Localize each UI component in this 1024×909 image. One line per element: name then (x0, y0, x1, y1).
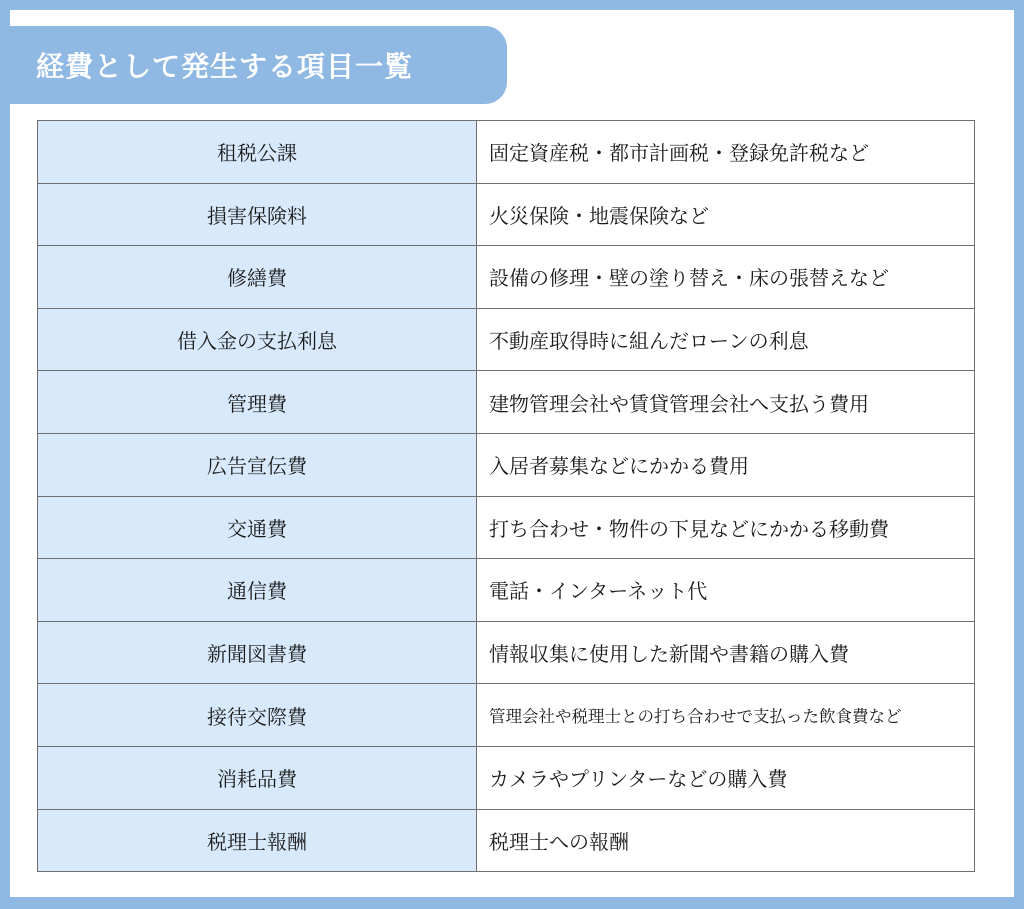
table-row (38, 433, 975, 496)
table-row (38, 371, 975, 434)
table-row (38, 621, 975, 684)
expense-item: 接待交際費 (38, 684, 477, 747)
expense-description: 管理会社や税理士との打ち合わせで支払った飲食費など (477, 684, 975, 747)
expense-item: 損害保険料 (38, 183, 477, 246)
expense-description: 打ち合わせ・物件の下見などにかかる移動費 (477, 496, 975, 559)
expense-table (37, 120, 975, 872)
title-banner (10, 26, 507, 104)
expense-description: 入居者募集などにかかる費用 (477, 433, 975, 496)
expense-item: 交通費 (38, 496, 477, 559)
expense-item: 消耗品費 (38, 746, 477, 809)
table-row (38, 496, 975, 559)
table-row (38, 246, 975, 309)
expense-item: 広告宣伝費 (38, 433, 477, 496)
expense-description: 設備の修理・壁の塗り替え・床の張替えなど (477, 246, 975, 309)
expense-description: 不動産取得時に組んだローンの利息 (477, 308, 975, 371)
table-row (38, 809, 975, 872)
expense-description: カメラやプリンターなどの購入費 (477, 746, 975, 809)
expense-description: 税理士への報酬 (477, 809, 975, 872)
expense-item: 税理士報酬 (38, 809, 477, 872)
table-row (38, 308, 975, 371)
expense-item: 修繕費 (38, 246, 477, 309)
expense-item: 租税公課 (38, 121, 477, 184)
table-row (38, 559, 975, 622)
expense-description: 情報収集に使用した新聞や書籍の購入費 (477, 621, 975, 684)
expense-description: 建物管理会社や賃貸管理会社へ支払う費用 (477, 371, 975, 434)
table-row (38, 746, 975, 809)
table-row (38, 183, 975, 246)
table-row (38, 121, 975, 184)
expense-description: 電話・インターネット代 (477, 559, 975, 622)
expense-description: 火災保険・地震保険など (477, 183, 975, 246)
expense-description: 固定資産税・都市計画税・登録免許税など (477, 121, 975, 184)
expense-item: 管理費 (38, 371, 477, 434)
table-row (38, 684, 975, 747)
expense-item: 借入金の支払利息 (38, 308, 477, 371)
page-title: 経費として発生する項目一覧 (36, 50, 414, 83)
expense-item: 通信費 (38, 559, 477, 622)
expense-item: 新聞図書費 (38, 621, 477, 684)
